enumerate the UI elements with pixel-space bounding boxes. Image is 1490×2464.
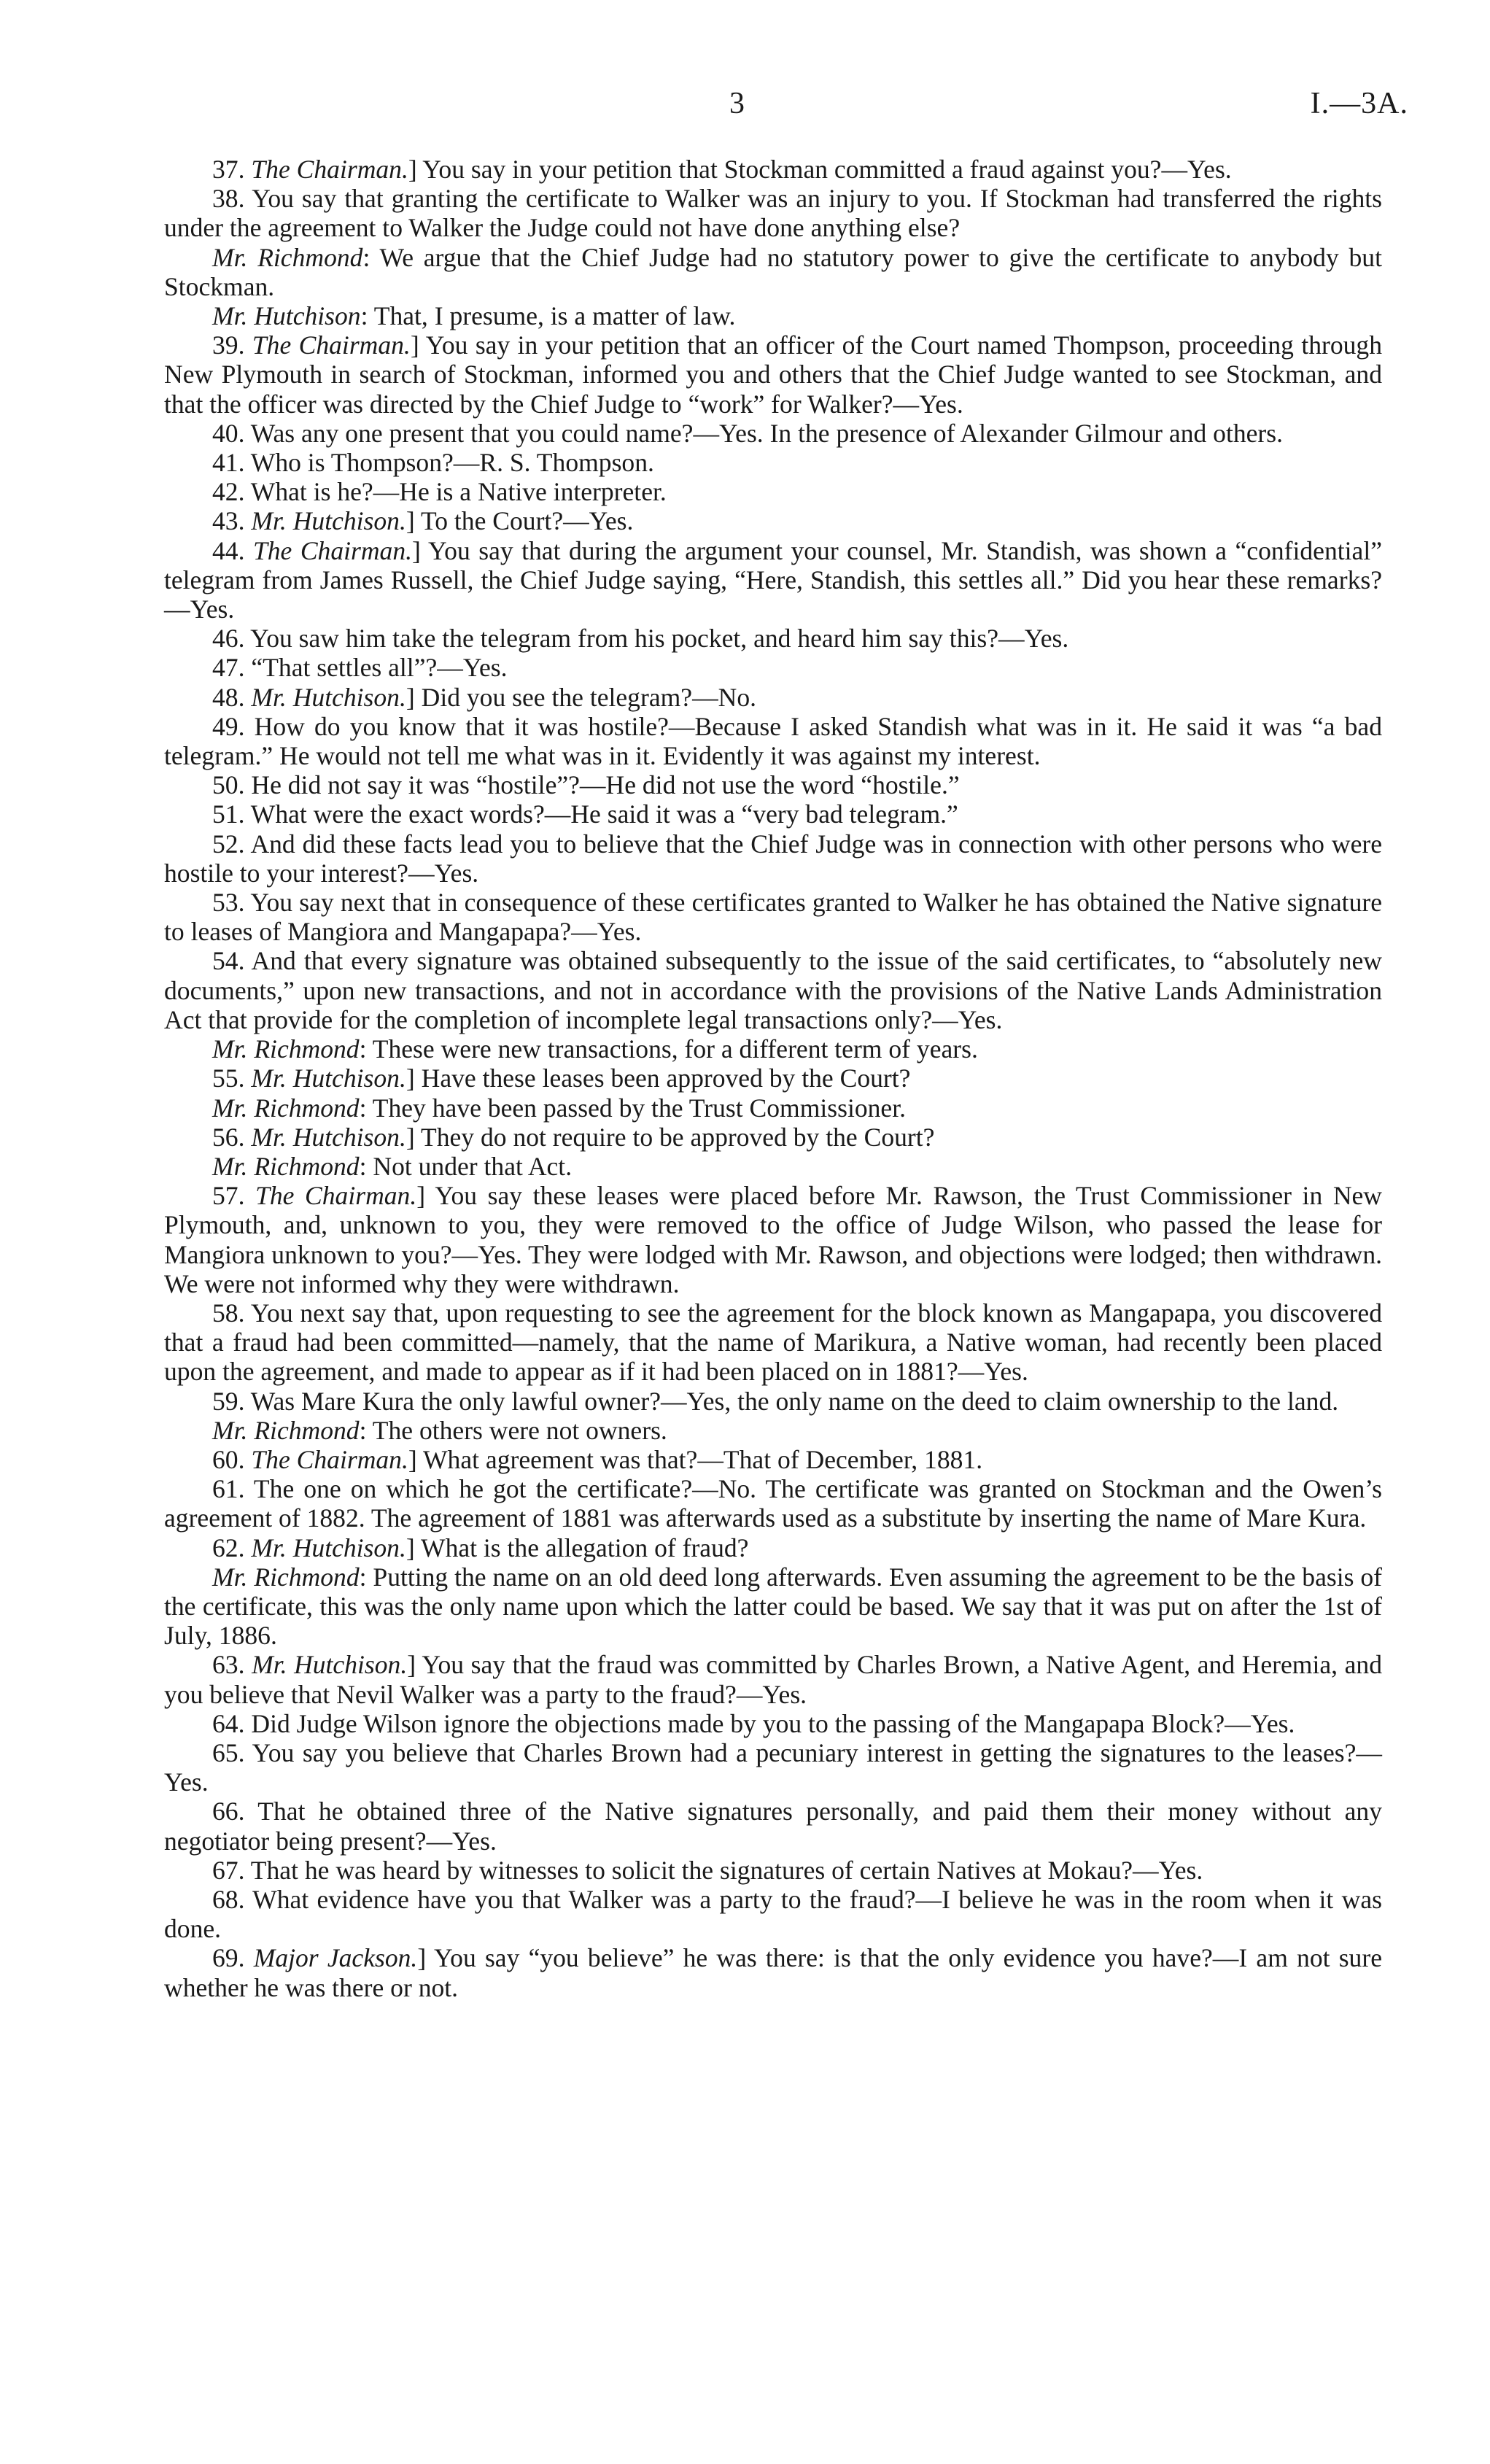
speaker-delimiter: :: [359, 1151, 367, 1181]
paragraph-text: The others were not owners.: [366, 1415, 667, 1445]
speaker-delimiter: ]: [406, 1122, 415, 1152]
paragraph-text: He did not say it was “hostile”?—He did not use the word “hostile.”: [251, 770, 960, 800]
paragraph-text: You say in your petition that an officer of the Court named Thompson, proceeding through New Plymouth in search of Stockman, informed you and others that the Chief Judge wanted to see Stockman, and that the officer was directed by the Chief Judge to “work” for Walker?—Yes.: [164, 330, 1383, 419]
question-number: 47.: [212, 653, 245, 683]
transcript-paragraph: [164, 1474, 1382, 1533]
paragraph-text: Was any one present that you could name?—Yes. In the presence of Alexander Gilmour and others.: [250, 418, 1284, 448]
paragraph-text: Not under that Act.: [366, 1151, 573, 1181]
paragraph-text: What is he?—He is a Native interpreter.: [250, 477, 667, 507]
transcript-paragraph: [164, 1181, 1382, 1298]
transcript-paragraph: [164, 799, 1382, 829]
speaker-name: Mr. Hutchison.: [251, 1533, 406, 1562]
question-number: 61.: [212, 1474, 245, 1504]
transcript-paragraph: [164, 1562, 1382, 1651]
question-number: 44.: [212, 535, 245, 565]
transcript-paragraph: [164, 301, 1382, 330]
paragraph-text: That he obtained three of the Native signatures personally, and paid them their money without any negotiator being present?—Yes.: [164, 1797, 1382, 1856]
transcript-paragraph: [164, 946, 1382, 1034]
transcript-paragraph: [164, 330, 1382, 419]
question-number: 48.: [212, 682, 245, 712]
question-number: 63.: [212, 1650, 245, 1680]
speaker-delimiter: :: [360, 301, 368, 331]
transcript-paragraph: [164, 1885, 1382, 1943]
question-number: 53.: [212, 888, 245, 918]
paragraph-text: You say that granting the certificate to Walker was an injury to you. If Stockman had transferred the rights under the agreement to Walker the Judge could not have done anything else?: [164, 184, 1382, 243]
question-number: 65.: [212, 1737, 245, 1767]
paragraph-text: Did Judge Wilson ignore the objections made by you to the passing of the Mangapapa Block?—Yes.: [251, 1708, 1295, 1738]
question-number: 52.: [212, 829, 245, 859]
speaker-name: Mr. Richmond: [212, 1093, 360, 1123]
speaker-name: Mr. Richmond: [212, 1415, 360, 1445]
speaker-delimiter: ]: [417, 1943, 427, 1973]
paragraph-text: These were new transactions, for a different term of years.: [366, 1034, 978, 1064]
transcript-paragraph: [164, 506, 1382, 535]
speaker-name: Mr. Hutchison.: [251, 682, 406, 712]
speaker-delimiter: :: [362, 242, 370, 272]
paragraph-text: You say in your petition that Stockman committed a fraud against you?—Yes.: [416, 155, 1232, 184]
paragraph-text: Putting the name on an old deed long afterwards. Even assuming the agreement to be the basis of the certificate, this was the only name upon which the latter could be based. We say that it was put on after the 1st of July, 1886.: [164, 1562, 1382, 1651]
question-number: 42.: [212, 477, 245, 507]
question-number: 60.: [212, 1444, 245, 1474]
question-number: 69.: [212, 1943, 245, 1973]
speaker-delimiter: ]: [407, 1650, 416, 1680]
speaker-name: The Chairman.: [251, 1444, 408, 1474]
transcript-paragraph: [164, 1797, 1382, 1855]
transcript-paragraph: [164, 1064, 1382, 1093]
question-number: 62.: [212, 1533, 245, 1562]
speaker-name: Mr. Richmond: [212, 1151, 360, 1181]
paragraph-text: You say you believe that Charles Brown had a pecuniary interest in getting the signatures to the leases?—Yes.: [164, 1737, 1383, 1797]
page-number: 3: [729, 87, 745, 120]
paragraph-text: They have been passed by the Trust Commissioner.: [366, 1093, 906, 1123]
transcript-paragraph: [164, 1650, 1382, 1708]
speaker-delimiter: ]: [406, 1533, 415, 1562]
speaker-delimiter: ]: [412, 535, 421, 565]
paragraph-text: You say that the fraud was committed by Charles Brown, a Native Agent, and Heremia, and you believe that Nevil Walker was a party to the fraud?—Yes.: [164, 1650, 1382, 1709]
transcript-paragraph: [164, 1387, 1382, 1416]
transcript-paragraph: [164, 1152, 1382, 1181]
paragraph-text: You saw him take the telegram from his pocket, and heard him say this?—Yes.: [250, 624, 1069, 654]
speaker-delimiter: ]: [406, 506, 415, 536]
transcript-paragraph: [164, 419, 1382, 448]
question-number: 39.: [212, 330, 245, 360]
transcript-paragraph: [164, 448, 1382, 477]
question-number: 64.: [212, 1708, 245, 1738]
paragraph-text: To the Court?—Yes.: [414, 506, 634, 536]
document-reference: I.—3A.: [1310, 87, 1408, 120]
paragraph-text: Have these leases been approved by the Court?: [414, 1064, 911, 1093]
transcript-paragraph: [164, 184, 1382, 242]
speaker-delimiter: :: [359, 1562, 367, 1592]
paragraph-text: You say “you believe” he was there: is that the only evidence you have?—I am not sure whether he was there or not.: [164, 1943, 1382, 2002]
paragraph-text: We argue that the Chief Judge had no statutory power to give the certificate to anybody but Stockman.: [164, 242, 1382, 301]
question-number: 57.: [212, 1181, 245, 1211]
speaker-delimiter: ]: [416, 1181, 426, 1211]
paragraph-text: Was Mare Kura the only lawful owner?—Yes, the only name on the deed to claim ownership to the land.: [250, 1386, 1339, 1416]
paragraph-text: What is the allegation of fraud?: [414, 1533, 749, 1562]
speaker-delimiter: :: [359, 1415, 367, 1445]
speaker-delimiter: ]: [406, 682, 415, 712]
paragraph-text: Who is Thompson?—R. S. Thompson.: [250, 448, 654, 478]
transcript-paragraph: [164, 155, 1382, 184]
speaker-name: Mr. Richmond: [212, 242, 363, 272]
question-number: 68.: [212, 1884, 245, 1914]
speaker-name: Mr. Hutchison.: [251, 1122, 406, 1152]
speaker-delimiter: ]: [406, 1064, 415, 1093]
transcript-paragraph: [164, 1856, 1382, 1885]
transcript-paragraph: [164, 243, 1382, 301]
transcript-paragraph: [164, 683, 1382, 712]
speaker-delimiter: :: [359, 1093, 367, 1123]
speaker-name: Major Jackson.: [253, 1943, 418, 1973]
question-number: 56.: [212, 1122, 245, 1152]
transcript-paragraph: [164, 1943, 1382, 2002]
speaker-name: Mr. Hutchison: [212, 301, 361, 331]
paragraph-text: What evidence have you that Walker was a party to the fraud?—I believe he was in the room when it was done.: [164, 1884, 1382, 1944]
page-header: [0, 86, 1490, 130]
transcript-paragraph: [164, 1709, 1382, 1738]
transcript-paragraph: [164, 1123, 1382, 1152]
question-number: 58.: [212, 1298, 245, 1328]
speaker-delimiter: ]: [408, 1444, 417, 1474]
question-number: 51.: [212, 799, 245, 829]
speaker-name: The Chairman.: [255, 1181, 417, 1211]
question-number: 55.: [212, 1064, 245, 1093]
question-number: 59.: [212, 1386, 245, 1416]
paragraph-text: And did these facts lead you to believe that the Chief Judge was in connection with other persons who were hostile to your interest?—Yes.: [164, 829, 1382, 888]
question-number: 54.: [212, 946, 245, 976]
transcript-paragraph: [164, 888, 1382, 946]
transcript-paragraph: [164, 1445, 1382, 1474]
transcript-paragraph: [164, 1416, 1382, 1445]
transcript-paragraph: [164, 536, 1382, 624]
paragraph-text: You say next that in consequence of these certificates granted to Walker he has obtained the Native signature to leases of Mangiora and Mangapapa?—Yes.: [164, 888, 1382, 947]
speaker-name: The Chairman.: [251, 155, 408, 184]
paragraph-text: And that every signature was obtained subsequently to the issue of the said certificates, to “absolutely new documents,” upon new transactions, and not in accordance with the provisions of the Native Lands Administration Act that provide for the completion of incomplete legal transactions only?—Yes.: [164, 946, 1383, 1034]
transcript-paragraph: [164, 829, 1382, 888]
speaker-name: Mr. Richmond: [212, 1034, 360, 1064]
speaker-name: The Chairman.: [252, 330, 411, 360]
transcript-paragraph: [164, 477, 1382, 506]
speaker-delimiter: ]: [408, 155, 417, 184]
paragraph-text: How do you know that it was hostile?—Because I asked Standish what was in it. He said it was “a bad telegram.” He would not tell me what was in it. Evidently it was against my interest.: [164, 711, 1382, 771]
transcript-paragraph: [164, 1738, 1382, 1797]
question-number: 41.: [212, 448, 245, 478]
transcript-paragraph: [164, 770, 1382, 799]
paragraph-text: You say that during the argument your counsel, Mr. Standish, was shown a “confidential” telegram from James Russell, the Chief Judge saying, “Here, Standish, this settles all.” Did you hear these remarks?—Yes.: [164, 535, 1382, 624]
question-number: 40.: [212, 418, 245, 448]
question-number: 37.: [212, 155, 245, 184]
transcript-paragraph: [164, 1533, 1382, 1562]
question-number: 46.: [212, 624, 245, 654]
transcript-body: [164, 155, 1382, 2002]
question-number: 38.: [212, 184, 245, 214]
transcript-paragraph: [164, 624, 1382, 653]
paragraph-text: What were the exact words?—He said it was a “very bad telegram.”: [250, 799, 958, 829]
transcript-paragraph: [164, 653, 1382, 682]
speaker-name: Mr. Hutchison.: [251, 1064, 406, 1093]
paragraph-text: “That settles all”?—Yes.: [251, 653, 508, 683]
paragraph-text: The one on which he got the certificate?—No. The certificate was granted on Stockman and the Owen’s agreement of 1882. The agreement of 1881 was afterwards used as a substitute by inserting the name of Mare Kura.: [164, 1474, 1382, 1533]
speaker-name: Mr. Hutchison.: [251, 506, 406, 536]
transcript-paragraph: [164, 1093, 1382, 1123]
question-number: 50.: [212, 770, 245, 800]
transcript-paragraph: [164, 1034, 1382, 1064]
transcript-paragraph: [164, 712, 1382, 770]
speaker-name: Mr. Richmond: [212, 1562, 360, 1592]
speaker-delimiter: ]: [410, 330, 419, 360]
paragraph-text: Did you see the telegram?—No.: [414, 682, 757, 712]
question-number: 67.: [212, 1855, 245, 1885]
question-number: 43.: [212, 506, 245, 536]
paragraph-text: That, I presume, is a matter of law.: [368, 301, 736, 331]
paragraph-text: They do not require to be approved by the Court?: [414, 1122, 935, 1152]
question-number: 49.: [212, 711, 245, 741]
paragraph-text: That he was heard by witnesses to solicit the signatures of certain Natives at Mokau?—Yes.: [250, 1855, 1203, 1885]
paragraph-text: What agreement was that?—That of December, 1881.: [416, 1444, 983, 1474]
question-number: 66.: [212, 1797, 245, 1826]
speaker-name: Mr. Hutchison.: [252, 1650, 408, 1680]
paragraph-text: You next say that, upon requesting to see the agreement for the block known as Mangapapa, you discovered that a fraud had been committed—namely, that the name of Marikura, a Native woman, had recently been placed upon the agreement, and made to appear as if it had been placed on in 1881?—Yes.: [164, 1298, 1382, 1387]
paragraph-text: You say these leases were placed before Mr. Rawson, the Trust Commissioner in New Plymouth, and, unknown to you, they were removed to the office of Judge Wilson, who passed the lease for Mangiora unknown to you?—Yes. They were lodged with Mr. Rawson, and objections were lodged; then withdrawn. We were not informed why they were withdrawn.: [164, 1181, 1382, 1298]
transcript-paragraph: [164, 1298, 1382, 1387]
speaker-name: The Chairman.: [252, 535, 413, 565]
speaker-delimiter: :: [359, 1034, 367, 1064]
